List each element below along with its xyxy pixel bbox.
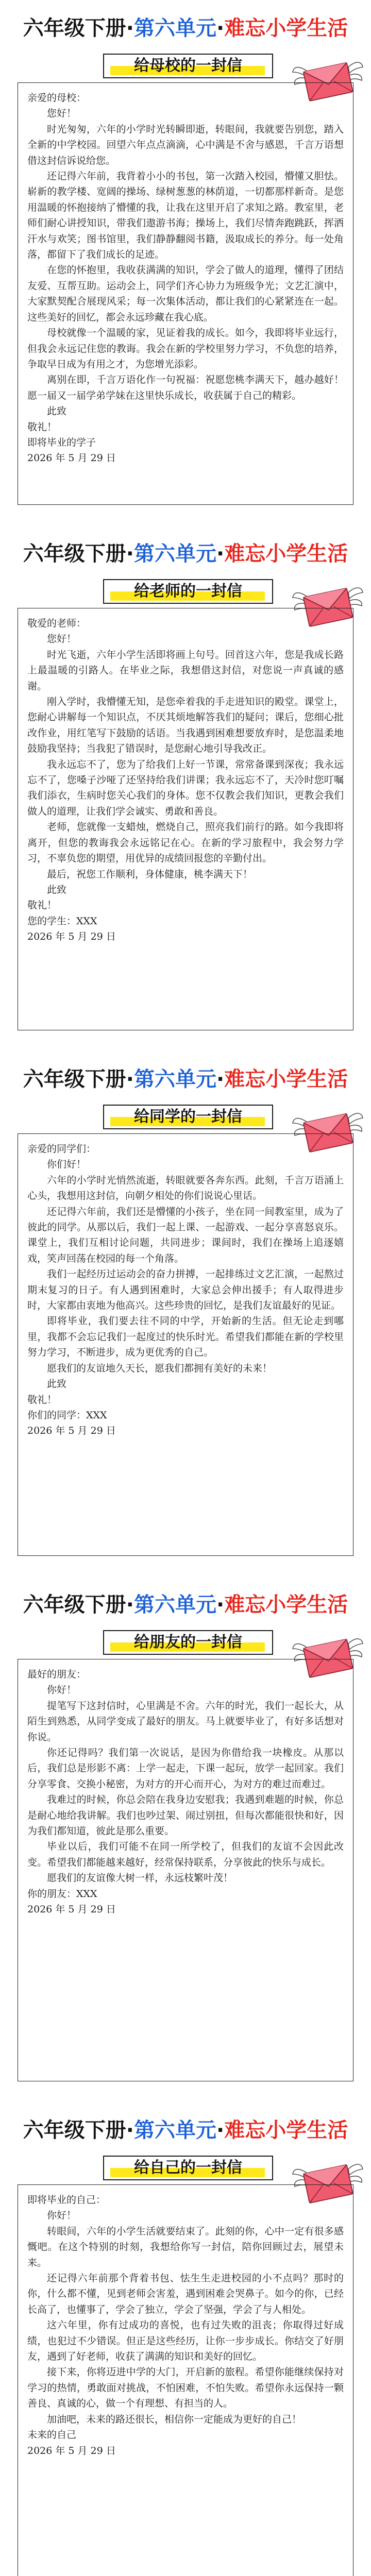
letter-paragraphs bbox=[27, 647, 344, 882]
banner-title: 难忘小学生活 bbox=[224, 2119, 348, 2142]
banner-unit: 第六单元 bbox=[134, 16, 216, 40]
letter-closing: 此致 bbox=[47, 1378, 67, 1390]
banner-title: 难忘小学生活 bbox=[224, 1593, 348, 1617]
letter-greeting: 你好！ bbox=[47, 2210, 77, 2222]
banner-dot: · bbox=[126, 16, 134, 40]
banner-dot: · bbox=[126, 542, 134, 566]
letter-signature: 你的朋友：XXX bbox=[27, 1888, 97, 1900]
letter-paragraph: 最后，祝您工作顺利，身体健康，桃李满天下！ bbox=[47, 868, 253, 880]
letter-respect: 敬礼！ bbox=[27, 900, 57, 911]
letter-subtitle-text: 给朋友的一封信 bbox=[134, 1633, 242, 1651]
letter-paragraph: 你还记得吗？我们第一次说话，是因为你借给我一块橡皮。从那以后，我们总是形影不离：上学一起走，下课一起玩，放学一起回家。我们分享零食、交换小秘密，为对方的开心而开心，为对方的难过而难过。 bbox=[27, 1747, 344, 1790]
letter-paragraph: 时光匆匆，六年的小学时光转瞬即逝，转眼间，我就要告别您，踏入全新的中学校园。回望六年点点滴滴，心中满是不舍与感恩，千言万语想借这封信诉说给您。 bbox=[27, 123, 344, 166]
letter-date: 2026 年 5 月 29 日 bbox=[27, 1904, 116, 1916]
banner-grade: 六年级下册 bbox=[23, 1593, 126, 1617]
letter-salutation: 敬爱的老师： bbox=[27, 618, 87, 629]
letter-closing: 此致 bbox=[47, 405, 67, 417]
banner-dot: · bbox=[216, 16, 225, 40]
letter-subtitle bbox=[103, 1105, 273, 1129]
letter-section bbox=[0, 526, 371, 1041]
section-banner bbox=[16, 1587, 355, 1623]
letter-paragraphs bbox=[27, 1173, 344, 1376]
letter-paragraph: 老师，您就像一支蜡烛，燃烧自己，照亮我们前行的路。如今我即将离开，但您的教诲我会永远铭记在心。在新的学习旅程中，我会努力学习，不辜负您的期望，用优异的成绩回报您的辛勤付出。 bbox=[27, 821, 344, 865]
banner-unit: 第六单元 bbox=[134, 2119, 216, 2142]
letter-paragraph: 还记得六年前，我背着小小的书包，第一次踏入校园，懵懂又胆怯。崭新的教学楼、宽阔的操场、绿树葱葱的林荫道，一切都那样新奇。是您用温暖的怀抱接纳了懵懂的我，让我在这里开启了求知之路。教室里，老师们耐心讲授知识，带我们遨游书海；操场上，我们尽情奔跑跳跃，挥洒汗水与欢笑；图书馆里，我们静静翻阅书籍，汲取成长的养分。每一处角落，都留下了我们成长的足迹。 bbox=[27, 171, 344, 261]
letter-paragraph: 转眼间，六年的小学生活就要结束了。此刻的你，心中一定有很多感慨吧。在这个特别的时刻，我想给你写一封信，陪你回顾过去，展望未来。 bbox=[27, 2225, 344, 2268]
banner-unit: 第六单元 bbox=[134, 1593, 216, 1617]
letter-section bbox=[0, 2102, 371, 2576]
letter-paragraph: 我永远忘不了，您为了给我们上好一节课，常常备课到深夜；我永远忘不了，您嗓子沙哑了还坚持给我们讲课；我永远忘不了，天冷时您叮嘱我们添衣，生病时您关心我们的身体。您不仅教会我们知识，更教会我们做人的道理，让我们学会诚实、勇敢和善良。 bbox=[27, 758, 344, 817]
banner-dot: · bbox=[126, 1593, 134, 1617]
banner-dot: · bbox=[216, 2119, 225, 2142]
section-banner bbox=[16, 536, 355, 572]
banner-title: 难忘小学生活 bbox=[224, 1067, 348, 1091]
letter-paragraph: 这六年里，你有过成功的喜悦，也有过失败的沮丧；你取得过好成绩，也犯过不少错误。但正是这些经历，让你一步步成长。你结交了好朋友，遇到了好老师，收获了满满的知识和美好的回忆。 bbox=[27, 2319, 344, 2363]
letter-date: 2026 年 5 月 29 日 bbox=[27, 452, 116, 464]
letter-greeting: 您好！ bbox=[47, 633, 77, 645]
letter-salutation: 亲爱的母校： bbox=[27, 92, 87, 104]
letter-paragraph: 我们一起经历过运动会的奋力拼搏，一起排练过文艺汇演，一起熬过期末复习的日子。有人遇到困难时，大家总会伸出援手；有人取得进步时，大家都由衷地为他高兴。这些珍贵的回忆，是我们友谊最好的见证。 bbox=[27, 1268, 344, 1312]
letter-subtitle-text: 给老师的一封信 bbox=[134, 582, 242, 600]
section-banner bbox=[16, 1061, 355, 1097]
banner-unit: 第六单元 bbox=[134, 1067, 216, 1091]
letter-respect: 敬礼！ bbox=[27, 1394, 57, 1405]
letter-signature: 未来的自己 bbox=[27, 2429, 77, 2441]
banner-title: 难忘小学生活 bbox=[224, 542, 348, 566]
letter-subtitle-box bbox=[103, 2156, 273, 2180]
letter-subtitle bbox=[103, 1630, 273, 1655]
letter-paragraphs bbox=[27, 2224, 344, 2427]
banner-unit: 第六单元 bbox=[134, 542, 216, 566]
letter-greeting: 你们好！ bbox=[47, 1159, 87, 1171]
letter-paragraph: 即将毕业，我们要去往不同的中学，开始新的生活。但无论走到哪里，我都不会忘记我们一起度过的快乐时光。希望我们都能在新的学校里努力学习，不断进步，成为更优秀的自己。 bbox=[27, 1315, 344, 1359]
letter-paragraph: 母校就像一个温暖的家，见证着我的成长。如今，我即将毕业远行，但我会永远记住您的教诲。我会在新的学校里努力学习，不负您的培养，争取早日成为有用之才，为您增光添彩。 bbox=[27, 327, 344, 370]
letter-subtitle-box bbox=[103, 1105, 273, 1129]
letter-section bbox=[0, 1577, 371, 2092]
letter-subtitle bbox=[103, 54, 273, 78]
letter-respect: 敬礼！ bbox=[27, 421, 57, 433]
banner-dot: · bbox=[216, 1067, 225, 1091]
letter-subtitle-text: 给母校的一封信 bbox=[134, 57, 242, 75]
letter-subtitle-text: 给同学的一封信 bbox=[134, 1108, 242, 1126]
banner-grade: 六年级下册 bbox=[23, 16, 126, 40]
letter-salutation: 最好的朋友： bbox=[27, 1669, 87, 1680]
letter-paragraphs bbox=[27, 122, 344, 403]
letter-salutation: 即将毕业的自己： bbox=[27, 2194, 106, 2206]
letter-paragraph: 接下来，你将迈进中学的大门，开启新的旅程。希望你能继续保持对学习的热情，勇敢面对挑战，不怕困难，不怕失败。希望你永远保持一颗善良、真诚的心，做一个有理想、有担当的人。 bbox=[27, 2366, 344, 2410]
letter-paragraph: 加油吧，未来的路还很长，相信你一定能成为更好的自己！ bbox=[47, 2413, 302, 2425]
letter-date: 2026 年 5 月 29 日 bbox=[27, 1425, 116, 1437]
letter-paragraph: 六年的小学时光悄然流逝，转眼就要各奔东西。此刻，千言万语涌上心头，我想用这封信，向朝夕相处的你们说说心里话。 bbox=[27, 1174, 344, 1202]
letter-paragraphs bbox=[27, 1698, 344, 1886]
letter-body bbox=[18, 82, 353, 505]
letter-signature: 您的学生：XXX bbox=[27, 915, 97, 927]
banner-dot: · bbox=[216, 1593, 225, 1617]
letter-body bbox=[18, 2184, 353, 2576]
letter-paragraph: 离别在即，千言万语化作一句祝福：祝愿您桃李满天下，越办越好！愿一届又一届学弟学妹在这里快乐成长，收获属于自己的精彩。 bbox=[27, 374, 344, 401]
letter-salutation: 亲爱的同学们： bbox=[27, 1143, 96, 1155]
section-banner bbox=[16, 2112, 355, 2148]
letter-greeting: 您好！ bbox=[47, 108, 77, 120]
letter-subtitle bbox=[103, 2156, 273, 2180]
letter-paragraph: 毕业以后，我们可能不在同一所学校了，但我们的友谊不会因此改变。希望我们都能越来越好，经常保持联系，分享彼此的快乐与成长。 bbox=[27, 1841, 344, 1868]
letter-subtitle-box bbox=[103, 54, 273, 78]
banner-grade: 六年级下册 bbox=[23, 542, 126, 566]
letter-subtitle-box bbox=[103, 579, 273, 604]
banner-grade: 六年级下册 bbox=[23, 1067, 126, 1091]
letter-paragraph: 愿我们的友谊地久天长，愿我们都拥有美好的未来！ bbox=[47, 1362, 273, 1374]
letter-signature: 即将毕业的学子 bbox=[27, 436, 96, 448]
banner-dot: · bbox=[126, 1067, 134, 1091]
letter-section bbox=[0, 1051, 371, 1566]
letter-date: 2026 年 5 月 29 日 bbox=[27, 2445, 116, 2456]
letter-paragraph: 我难过的时候，你总会陪在我身边安慰我；我遇到难题的时候，你总是耐心地给我讲解。我们也吵过架、闹过别扭，但每次都能很快和好，因为我们都知道，彼此是那么重要。 bbox=[27, 1794, 344, 1837]
banner-dot: · bbox=[216, 542, 225, 566]
banner-title: 难忘小学生活 bbox=[224, 16, 348, 40]
letter-closing: 此致 bbox=[47, 884, 67, 895]
letter-subtitle-text: 给自己的一封信 bbox=[134, 2159, 242, 2177]
letter-body bbox=[18, 608, 353, 1030]
letter-body bbox=[18, 1133, 353, 1556]
letter-paragraph: 提笔写下这封信时，心里满是不舍。六年的时光，我们一起长大，从陌生到熟悉，从同学变成了最好的朋友。马上就要毕业了，有好多话想对你说。 bbox=[27, 1700, 344, 1743]
letter-paragraph: 刚入学时，我懵懂无知，是您牵着我的手走进知识的殿堂。课堂上，您耐心讲解每一个知识点，不厌其烦地解答我们的疑问；课后，您细心批改作业，用红笔写下鼓励的话语。当我遇到困难想要放弃时，是您温柔地鼓励我坚持；当我犯了错误时，是您耐心地引导我改正。 bbox=[27, 696, 344, 755]
letter-greeting: 你好！ bbox=[47, 1684, 77, 1696]
letter-paragraph: 愿我们的友谊像大树一样，永远枝繁叶茂！ bbox=[47, 1872, 233, 1884]
letter-paragraph: 还记得六年前那个背着书包、怯生生走进校园的小不点吗？那时的你，什么都不懂，见到老师会害羞，遇到困难会哭鼻子。如今的你，已经长高了，也懂事了，学会了独立，学会了坚强，学会了与人相处。 bbox=[27, 2273, 344, 2315]
letter-signature: 你们的同学：XXX bbox=[27, 1409, 107, 1421]
letter-subtitle-box bbox=[103, 1630, 273, 1655]
letter-paragraph: 在您的怀抱里，我收获满满的知识，学会了做人的道理，懂得了团结友爱、互帮互助。运动会上，同学们齐心协力为班级争光；文艺汇演中，大家默契配合展现风采；每一次集体活动，都让我们的心紧紧连在一起。这些美好的回忆，都会永远珍藏在我心底。 bbox=[27, 264, 344, 323]
banner-dot: · bbox=[126, 2119, 134, 2142]
letter-subtitle bbox=[103, 579, 273, 604]
letter-paragraph: 还记得六年前，我们还是懵懂的小孩子，坐在同一间教室里，成为了彼此的同学。从那以后，我们一起上课、一起游戏、一起分享喜怒哀乐。课堂上，我们互相讨论问题，共同进步；课间时，我们在操场上追逐嬉戏，笑声回荡在校园的每一个角落。 bbox=[27, 1206, 344, 1264]
letter-paragraph: 时光飞逝，六年小学生活即将画上句号。回首这六年，您是我成长路上最温暖的引路人。在毕业之际，我想借这封信，对您说一声真诚的感谢。 bbox=[27, 649, 344, 692]
banner-grade: 六年级下册 bbox=[23, 2119, 126, 2142]
letter-section bbox=[0, 0, 371, 515]
letter-date: 2026 年 5 月 29 日 bbox=[27, 931, 116, 943]
section-banner bbox=[16, 10, 355, 46]
letter-body bbox=[18, 1659, 353, 2081]
